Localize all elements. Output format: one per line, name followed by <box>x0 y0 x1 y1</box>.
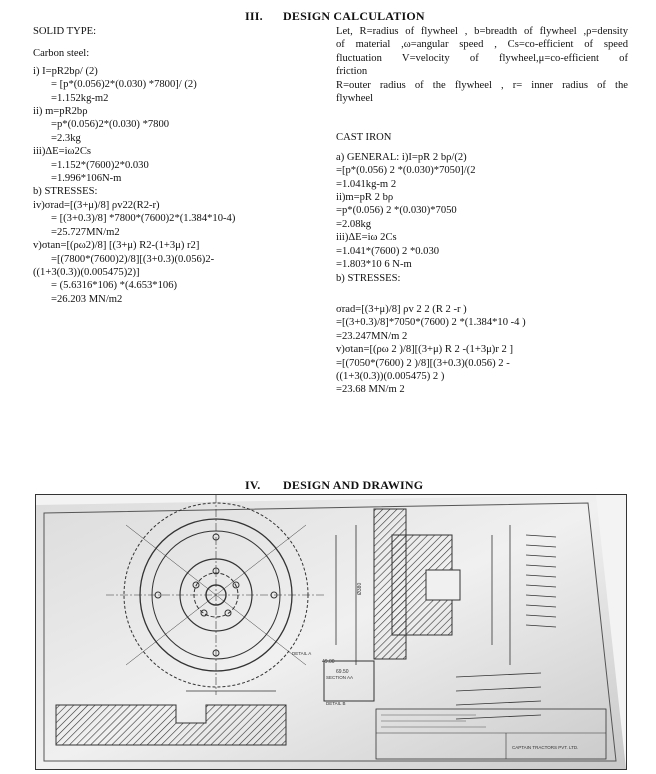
text-line: v)σtan=[(ρω 2 )/8][(3+μ) R 2 -(1+3μ)r 2 ] <box>336 344 513 356</box>
section-heading-design-calculation <box>245 9 425 24</box>
dimension-label: Ø380 <box>357 582 363 595</box>
engineering-drawing <box>36 495 626 769</box>
text-line: v)σtan=[(ρω2)/8] [(3+μ) R2-(1+3μ) r2] <box>33 240 200 252</box>
text-line: =p*(0.056)2*(0.030) *7800 <box>51 119 170 131</box>
text-line: = [(3+0.3)/8] *7800*(7600)2*(1.384*10-4) <box>51 213 236 225</box>
text-line: =[(7050*(7600) 2 )/8][(3+0.3)(0.056) 2 - <box>336 357 510 369</box>
text-line: =[p*(0.056) 2 *(0.030)*7050]/(2 <box>336 165 476 177</box>
section-heading-design-drawing <box>245 478 423 493</box>
text-line: of material ,ω=angular speed , Cs=co-efficient of speed <box>336 39 628 51</box>
dimension-label: 69.50 <box>336 669 349 675</box>
text-line: fluctuation V=velocity of flywheel,μ=co-efficient of <box>336 52 628 64</box>
text-line: ii)m=pR 2 bρ <box>336 192 394 204</box>
text-line: ((1+3(0.3))(0.005475) 2 ) <box>336 370 445 382</box>
text-line: Carbon steel: <box>33 48 90 60</box>
text-line: iii)ΔE=iω2Cs <box>33 146 92 158</box>
text-line: σrad=[(3+μ)/8] ρv 2 2 (R 2 -r ) <box>336 303 467 315</box>
text-line: =23.68 MN/m 2 <box>336 384 405 396</box>
text-line: =1.152*(7600)2*0.030 <box>51 159 149 171</box>
detail-label: DETAIL A <box>292 651 312 656</box>
flywheel-drawing-photo <box>35 494 627 770</box>
text-line: =2.3kg <box>51 132 81 144</box>
text-line: = [p*(0.056)2*(0.030) *7800]/ (2) <box>51 79 197 91</box>
text-line: =1.152kg-m2 <box>51 92 109 104</box>
text-line: = (5.6316*106) *(4.653*106) <box>51 280 178 292</box>
section-number: III. <box>245 9 263 23</box>
text-line: SOLID TYPE: <box>33 26 97 37</box>
text-line: =25.727MN/m2 <box>51 226 120 238</box>
dimension-label: 49.00 <box>322 659 335 665</box>
text-line: =[(7800*(7600)2)/8][(3+0.3)(0.056)2- <box>51 253 215 265</box>
text-line: ii) m=pR2bρ <box>33 106 88 118</box>
text-line: friction <box>336 66 368 78</box>
text-line: =1.041*(7600) 2 *0.030 <box>336 245 440 257</box>
text-line: b) STRESSES: <box>336 272 401 284</box>
text-line: =23.247MN/m 2 <box>336 330 408 342</box>
text-line: ((1+3(0.3))(0.005475)2)] <box>33 266 140 278</box>
text-line: =1.041kg-m 2 <box>336 178 397 190</box>
text-line: b) STRESSES: <box>33 186 98 198</box>
text-line: iii)ΔE=iω 2Cs <box>336 232 397 244</box>
text-line: flywheel <box>336 93 374 105</box>
text-line: =26.203 MN/m2 <box>51 293 123 305</box>
text-line: =2.08kg <box>336 218 372 230</box>
section-label: SECTION AA <box>326 675 354 680</box>
section-title: DESIGN CALCULATION <box>283 9 425 23</box>
text-line: CAST IRON <box>336 132 392 144</box>
text-line: =1.803*10 6 N-m <box>336 259 412 271</box>
text-line: iv)σrad=[(3+μ)/8] ρv22(R2-r) <box>33 199 160 211</box>
company-name: CAPTAIN TRACTORS PVT. LTD. <box>512 745 579 750</box>
text-line: a) GENERAL: i)I=pR 2 bρ/(2) <box>336 151 467 163</box>
left-column-solid-type <box>33 25 333 306</box>
text-line: Let, R=radius of flywheel , b=breadth of flywheel ,ρ=density <box>336 26 628 37</box>
right-column-cast-iron <box>336 25 628 397</box>
text-line: =1.996*106N-m <box>51 173 122 185</box>
text-line: =[(3+0.3)/8]*7050*(7600) 2 *(1.384*10 -4 ) <box>336 317 526 329</box>
text-line: =p*(0.056) 2 *(0.030)*7050 <box>336 205 457 217</box>
section-number: IV. <box>245 478 261 492</box>
section-title: DESIGN AND DRAWING <box>283 478 424 492</box>
text-line: R=outer radius of the flywheel , r= inner radius of the <box>336 79 628 91</box>
text-line: i) I=pR2bρ/ (2) <box>33 65 98 77</box>
detail-label: DETAIL B <box>326 701 346 706</box>
